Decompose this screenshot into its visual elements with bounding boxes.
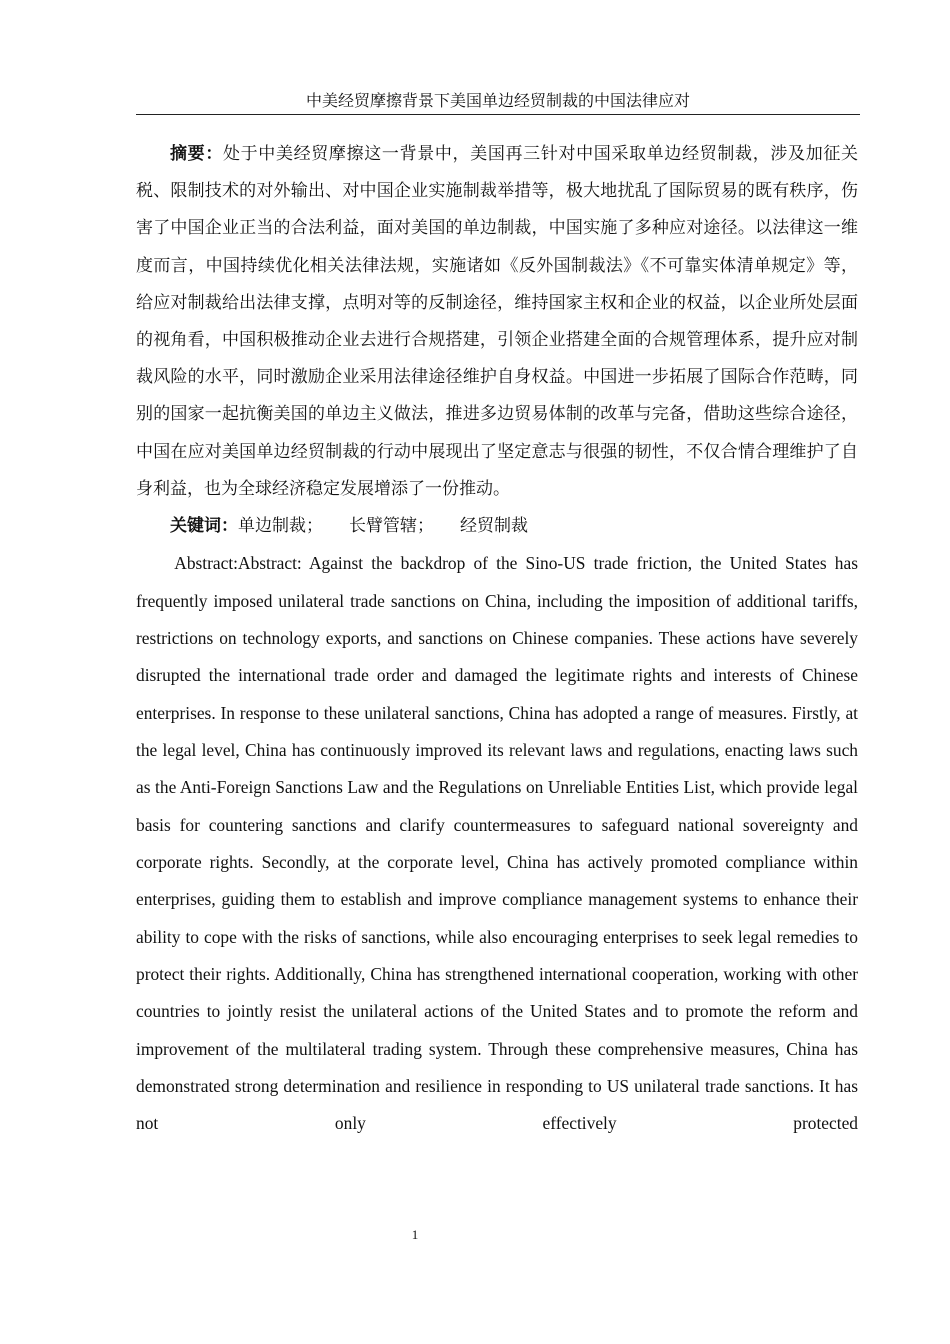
keywords-cn-paragraph xyxy=(136,508,858,545)
keyword-item: 经贸制裁 xyxy=(460,516,528,537)
keyword-item: 长臂管辖； xyxy=(349,516,434,537)
running-header xyxy=(136,90,860,115)
keyword-item: 单边制裁； xyxy=(238,516,323,537)
abstract-cn-text: 处于中美经贸摩擦这一背景中，美国再三针对中国采取单边经贸制裁，涉及加征关税、限制技术的对外输出、对中国企业实施制裁举措等，极大地扰乱了国际贸易的既有秩序，伤害了中国企业正当的合法利益，面对美国的单边制裁，中国实施了多种应对途径。以法律这一维度而言，中国持续优化相关法律法规，实施诸如《反外国制裁法》《不可靠实体清单规定》等，给应对制裁给出法律支撑，点明对等的反制途径，维持国家主权和企业的权益，以企业所处层面的视角看，中国积极推动企业去进行合规搭建，引领企业搭建全面的合规管理体系，提升应对制裁风险的水平，同时激励企业采用法律途径维护自身权益。中国进一步拓展了国际合作范畴，同别的国家一起抗衡美国的单边主义做法，推进多边贸易体制的改革与完备，借助这些综合途径，中国在应对美国单边经贸制裁的行动中展现出了坚定意志与很强的韧性，不仅合情合理维护了自身利益，也为全球经济稳定发展增添了一份推动。 xyxy=(136,144,859,499)
keywords-cn-label: 关键词： xyxy=(170,516,238,537)
abstract-en-text: Abstract:Abstract: Against the backdrop of the Sino-US trade friction, the United States has frequently imposed unilateral trade sanctions on China, including the imposition of additional tariffs, restrictions on technology exports, and sanctions on Chinese companies. These actions have severely disrupted the international trade order and damaged the legitimate rights and interests of Chinese enterprises. In response to these unilateral sanctions, China has adopted a range of measures. Firstly, at the legal level, China has continuously improved its relevant laws and regulations, enacting laws such as the Anti-Foreign Sanctions Law and the Regulations on Unreliable Entities List, which provide legal basis for countering sanctions and clarify countermeasures to safeguard national sovereignty and corporate rights. Secondly, at the corporate level, China has actively promoted compliance within enterprises, guiding them to establish and improve compliance management systems to enhance their ability to cope with the risks of sanctions, while also encouraging enterprises to seek legal remedies to protect their rights. Additionally, China has strengthened international cooperation, working with other countries to jointly resist the unilateral actions of the United States and to promote the reform and improvement of the multilateral trading system. Through these comprehensive measures, China has demonstrated strong determination and resilience in responding to US unilateral trade sanctions. It has not only effectively protected xyxy=(136,553,858,1134)
page-body xyxy=(136,136,858,1143)
page-number: 1 xyxy=(411,1227,419,1242)
abstract-en-paragraph xyxy=(136,545,858,1143)
running-header-title: 中美经贸摩擦背景下美国单边经贸制裁的中国法律应对 xyxy=(305,91,690,110)
abstract-cn-paragraph xyxy=(136,136,858,508)
abstract-cn-label: 摘要： xyxy=(170,144,223,164)
